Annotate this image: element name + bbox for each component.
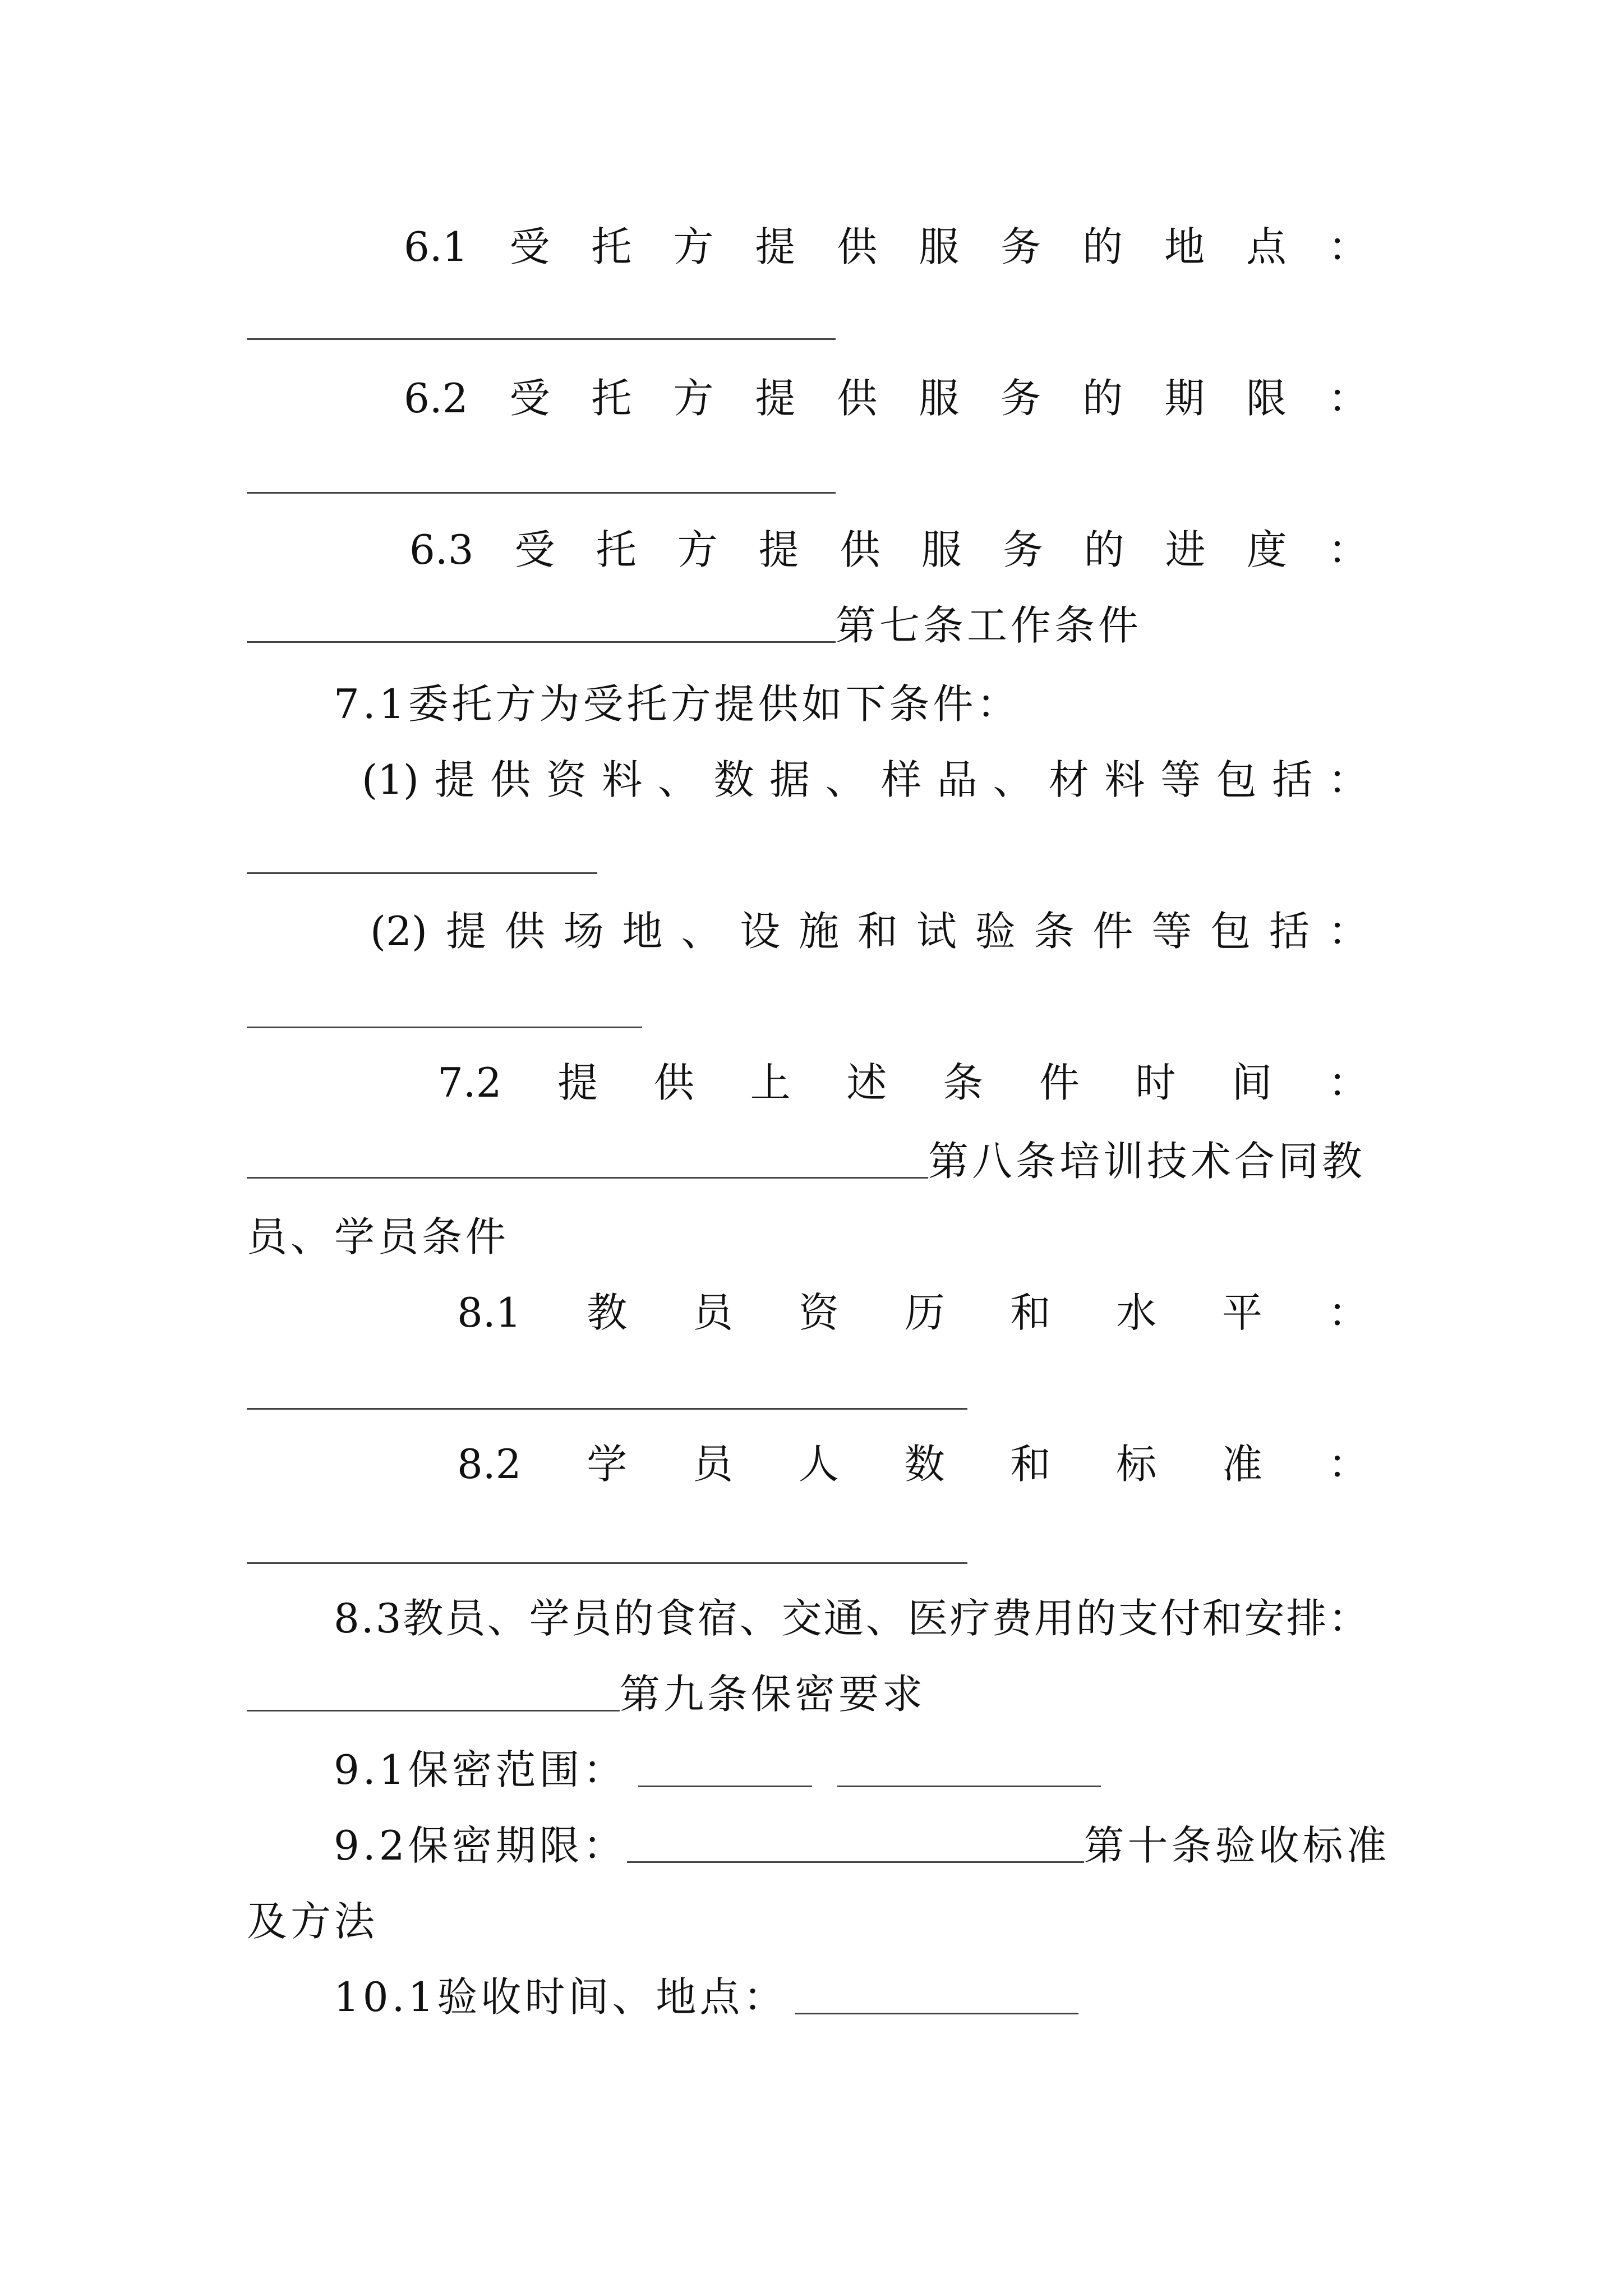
item-1-char: 料 [1104,756,1145,803]
clause-6-1-char: 提 [755,223,796,270]
clause-6-3-char: 受 [514,526,555,573]
fill-blank-7-1-2[interactable] [247,1027,642,1028]
article-7-title: 第七条工作条件 [836,602,1142,649]
clause-6-2-char: 限 [1246,375,1287,422]
item-1-char: ： [1327,756,1368,803]
fill-blank-8-2[interactable] [247,1562,967,1564]
item-2-char: 试 [916,908,957,955]
item-1-char: 等 [1160,756,1201,803]
item-2-char: 提 [445,908,486,955]
clause-9-2-label: 9.2保密期限： [334,1822,627,1869]
fill-blank-7-1-1[interactable] [247,872,597,874]
clause-6-3-char: 托 [596,526,637,573]
clause-6-3-char: ： [1327,526,1368,573]
clause-8-1-char: 水 [1116,1289,1157,1336]
fill-blank-8-1[interactable] [247,1408,967,1410]
clause-6-3-char: 度 [1246,526,1287,573]
item-2-char: 件 [1092,908,1133,955]
item-2-char: 等 [1151,908,1192,955]
article-7-heading-line [247,600,1142,651]
clause-7-1-item-1 [362,754,1368,805]
article-8-title: 第八条培训技术合同教 [928,1138,1366,1185]
clause-6-1-char: 务 [1000,223,1041,270]
clause-9-1 [334,1745,1101,1795]
item-2-char: 地 [622,908,663,955]
item-1-char: 样 [881,756,922,803]
clause-6-1-char: 受 [509,223,550,270]
item-1-char: 品 [937,756,978,803]
item-2-char: 场 [563,908,604,955]
clause-7-1-item-2 [370,906,1368,956]
fill-blank-9-1-a[interactable] [638,1751,812,1787]
clause-6-3 [409,524,1368,575]
clause-6-2-char: 服 [919,375,960,422]
clause-6-3-char: 务 [1002,526,1043,573]
clause-8-1-char: 历 [904,1289,945,1336]
clause-9-1-label: 9.1保密范围： [334,1746,627,1793]
clause-7-2-char: 述 [846,1059,887,1106]
clause-7-1: 7.1委托方为受托方提供如下条件： [334,680,1021,728]
item-1-char: 料 [602,756,643,803]
fill-blank-6-3[interactable] [247,606,836,643]
clause-6-1-char: 的 [1082,223,1123,270]
clause-8-2-char: 数 [904,1441,945,1488]
clause-6-2-char: 方 [673,375,714,422]
clause-7-2-char: 上 [750,1059,791,1106]
clause-8-2 [457,1439,1368,1489]
clause-8-1-char: 平 [1222,1289,1263,1336]
item-1-char: 数 [713,756,754,803]
clause-7-2-number: 7.2 [437,1059,502,1106]
clause-6-2-char: 的 [1082,375,1123,422]
clause-7-2-char: 件 [1039,1059,1080,1106]
item-1-char: 括 [1272,756,1313,803]
item-1-char: 材 [1048,756,1089,803]
clause-6-1-char: 点 [1246,223,1287,270]
clause-9-2 [334,1820,1390,1871]
clause-8-1-char: 教 [587,1289,628,1336]
clause-6-1-number: 6.1 [404,223,468,270]
item-1-char: 包 [1216,756,1257,803]
clause-8-2-char: 和 [1010,1441,1051,1488]
clause-8-2-char: 人 [798,1441,839,1488]
clause-8-2-char: 准 [1222,1441,1263,1488]
item-2-char: 验 [975,908,1016,955]
clause-8-1 [457,1287,1368,1338]
clause-8-2-char: 标 [1116,1441,1157,1488]
item-2-char: 条 [1034,908,1075,955]
clause-6-1-char: 地 [1164,223,1205,270]
item-2-char: 包 [1210,908,1251,955]
clause-6-2-char: 务 [1000,375,1041,422]
item-1-char: 、 [993,756,1034,803]
clause-8-1-char: 和 [1010,1289,1051,1336]
fill-blank-9-2[interactable] [627,1826,1084,1863]
clause-7-2-char: 间 [1232,1059,1272,1106]
item-1-char: 资 [546,756,587,803]
clause-8-3: 8.3教员、学员的食宿、交通、医疗费用的支付和安排： [334,1595,1371,1642]
fill-blank-10-1[interactable] [795,1978,1078,2014]
item-2-char: 设 [740,908,781,955]
clause-8-2-char: ： [1327,1441,1368,1488]
clause-6-3-char: 的 [1083,526,1124,573]
clause-8-1-number: 8.1 [457,1289,522,1336]
item-1-char: 、 [657,756,698,803]
article-8-title-continued: 员、学员条件 [247,1213,510,1260]
clause-8-2-number: 8.2 [457,1441,522,1488]
clause-10-1 [334,1972,1078,2022]
clause-7-2-char: 提 [557,1059,598,1106]
article-9-heading-line [247,1669,926,1719]
clause-8-1-char: 员 [693,1289,734,1336]
fill-blank-6-1[interactable] [247,338,836,340]
clause-7-2-char: 时 [1135,1059,1176,1106]
clause-6-1-char: 服 [919,223,960,270]
item-2-char: 括 [1269,908,1310,955]
clause-6-2 [404,373,1368,424]
clause-6-1 [404,222,1368,272]
clause-7-2-char: 供 [653,1059,694,1106]
clause-7-2-char: 条 [943,1059,984,1106]
fill-blank-6-2[interactable] [247,492,836,494]
clause-6-2-char: 供 [837,375,878,422]
clause-6-2-char: 托 [591,375,632,422]
clause-6-3-number: 6.3 [409,526,474,573]
item-2-char: ： [1327,908,1368,955]
fill-blank-9-1-b[interactable] [837,1751,1101,1787]
clause-6-2-char: ： [1327,375,1368,422]
item-1-char: 提 [434,756,475,803]
clause-8-1-char: ： [1327,1289,1368,1336]
clause-6-1-char: 托 [591,223,632,270]
item-1-char: 供 [490,756,531,803]
clause-7-2-char: ： [1327,1059,1368,1106]
item-2-number: (2) [370,908,427,955]
item-1-char: 、 [825,756,866,803]
article-9-title: 第九条保密要求 [620,1671,926,1718]
clause-6-1-char: 方 [673,223,714,270]
item-2-char: 供 [504,908,545,955]
article-10-title: 第十条验收标准 [1083,1822,1390,1869]
item-2-char: 、 [681,908,722,955]
clause-6-2-char: 受 [509,375,550,422]
clause-6-3-char: 提 [758,526,799,573]
clause-6-1-char: ： [1327,223,1368,270]
fill-blank-7-2[interactable] [247,1142,928,1179]
clause-6-3-char: 服 [921,526,962,573]
clause-6-3-char: 进 [1165,526,1206,573]
clause-6-3-char: 方 [677,526,718,573]
fill-blank-8-3[interactable] [247,1675,620,1711]
clause-6-1-char: 供 [837,223,878,270]
item-2-char: 和 [857,908,898,955]
clause-7-2 [437,1057,1368,1108]
item-1-number: (1) [362,756,419,803]
article-8-heading-line [247,1136,1366,1186]
clause-6-2-char: 提 [755,375,796,422]
clause-6-3-char: 供 [840,526,880,573]
article-10-title-continued: 及方法 [247,1898,379,1945]
clause-6-2-char: 期 [1164,375,1205,422]
clause-8-1-char: 资 [798,1289,839,1336]
item-1-char: 据 [769,756,810,803]
clause-8-2-char: 员 [693,1441,734,1488]
clause-6-2-number: 6.2 [404,375,468,422]
item-2-char: 施 [799,908,840,955]
clause-8-2-char: 学 [587,1441,628,1488]
clause-10-1-label: 10.1验收时间、地点： [334,1973,787,2021]
